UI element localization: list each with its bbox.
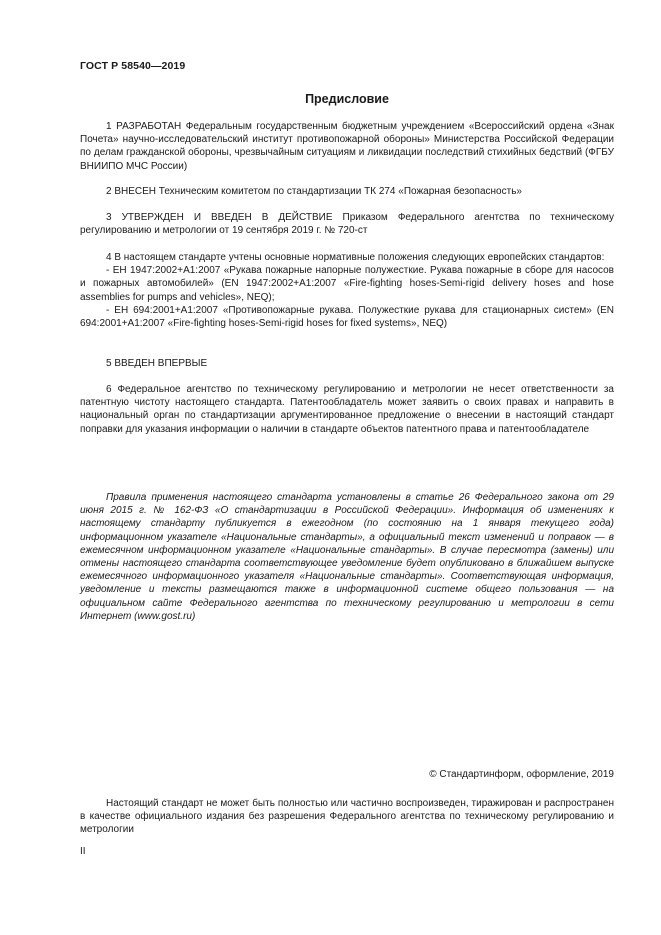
foreword-item-4-standard-1: - ЕН 1947:2002+А1:2007 «Рукава пожарные напорные полужесткие. Рукава пожарные в сборе для насосов и пожарных автомобилей» (EN 1947:2002+A1:2007 «Fire-fighting hoses-Semi-rigid delivery hoses and hose assemblies for pumps and vehicles», NEQ); (80, 265, 614, 303)
foreword-item-3: 3 УТВЕРЖДЕН И ВВЕДЕН В ДЕЙСТВИЕ Приказом Федерального агентства по техническому регулированию и метрологии от 19 сентября 2019 г. № 720-ст (80, 212, 614, 237)
foreword-item-1: 1 РАЗРАБОТАН Федеральным государственным бюджетным учреждением «Всероссийский ордена «Знак Почета» научно-исследовательский институт противопожарной обороны» Министерства Российской Федерации по делам гражданской обороны, чрезвычайным ситуациям и ликвидации последствий стихийных бедствий (ФГБУ ВНИИПО МЧС России) (80, 121, 614, 172)
foreword-item-4-standard-2: - ЕН 694:2001+А1:2007 «Противопожарные рукава. Полужесткие рукава для стационарных систем» (EN 694:2001+A1:2007 «Fire-fighting hoses-Semi-rigid hoses for fixed systems», NEQ) (80, 304, 614, 330)
copyright-notice: © Стандартинформ, оформление, 2019 (429, 769, 614, 780)
reproduction-notice: Настоящий стандарт не может быть полностью или частично воспроизведен, тиражирован и распространен в качестве официального издания без разрешения Федерального агентства по техническому регулированию и метрологии (80, 798, 614, 836)
document-code: ГОСТ Р 58540—2019 (80, 60, 186, 72)
foreword-item-4-intro: 4 В настоящем стандарте учтены основные нормативные положения следующих европейских стандартов: (106, 252, 605, 263)
foreword-item-2: 2 ВНЕСЕН Техническим комитетом по стандартизации ТК 274 «Пожарная безопасность» (106, 186, 522, 197)
rules-of-application-note: Правила применения настоящего стандарта установлены в статье 26 Федерального закона от 29 июня 2015 г. № 162-ФЗ «О стандартизации в Российской Федерации». Информация об изменениях к настоящему стандарту публикуется в ежегодном (по состоянию на 1 января текущего года) информационном указателе «Национальные стандарты», а официальный текст изменений и поправок — в ежемесячном информационном указателе «Национальные стандарты». В случае пересмотра (замены) или отмены настоящего стандарта соответствующее уведомление будет опубликовано в ближайшем выпуске ежемесячного информационного указателя «Национальные стандарты». Соответствующая информация, уведомление и тексты размещаются также в информационной системе общего пользования — на официальном сайте Федерального агентства по техническому регулированию и метрологии в сети Интернет (www.gost.ru) (80, 492, 614, 622)
foreword-item-6: 6 Федеральное агентство по техническому регулированию и метрологии не несет ответственности за патентную чистоту настоящего стандарта. Патентообладатель может заявить о своих правах и направить в национальный орган по стандартизации аргументированное предложение о внесении в настоящий стандарт поправки для указания информации о наличии в стандарте объектов патентного права и патентообладателе (80, 384, 614, 435)
foreword-item-4 (80, 251, 614, 330)
foreword-title: Предисловие (305, 92, 389, 106)
foreword-item-5: 5 ВВЕДЕН ВПЕРВЫЕ (106, 358, 208, 369)
page-number: II (80, 846, 86, 857)
